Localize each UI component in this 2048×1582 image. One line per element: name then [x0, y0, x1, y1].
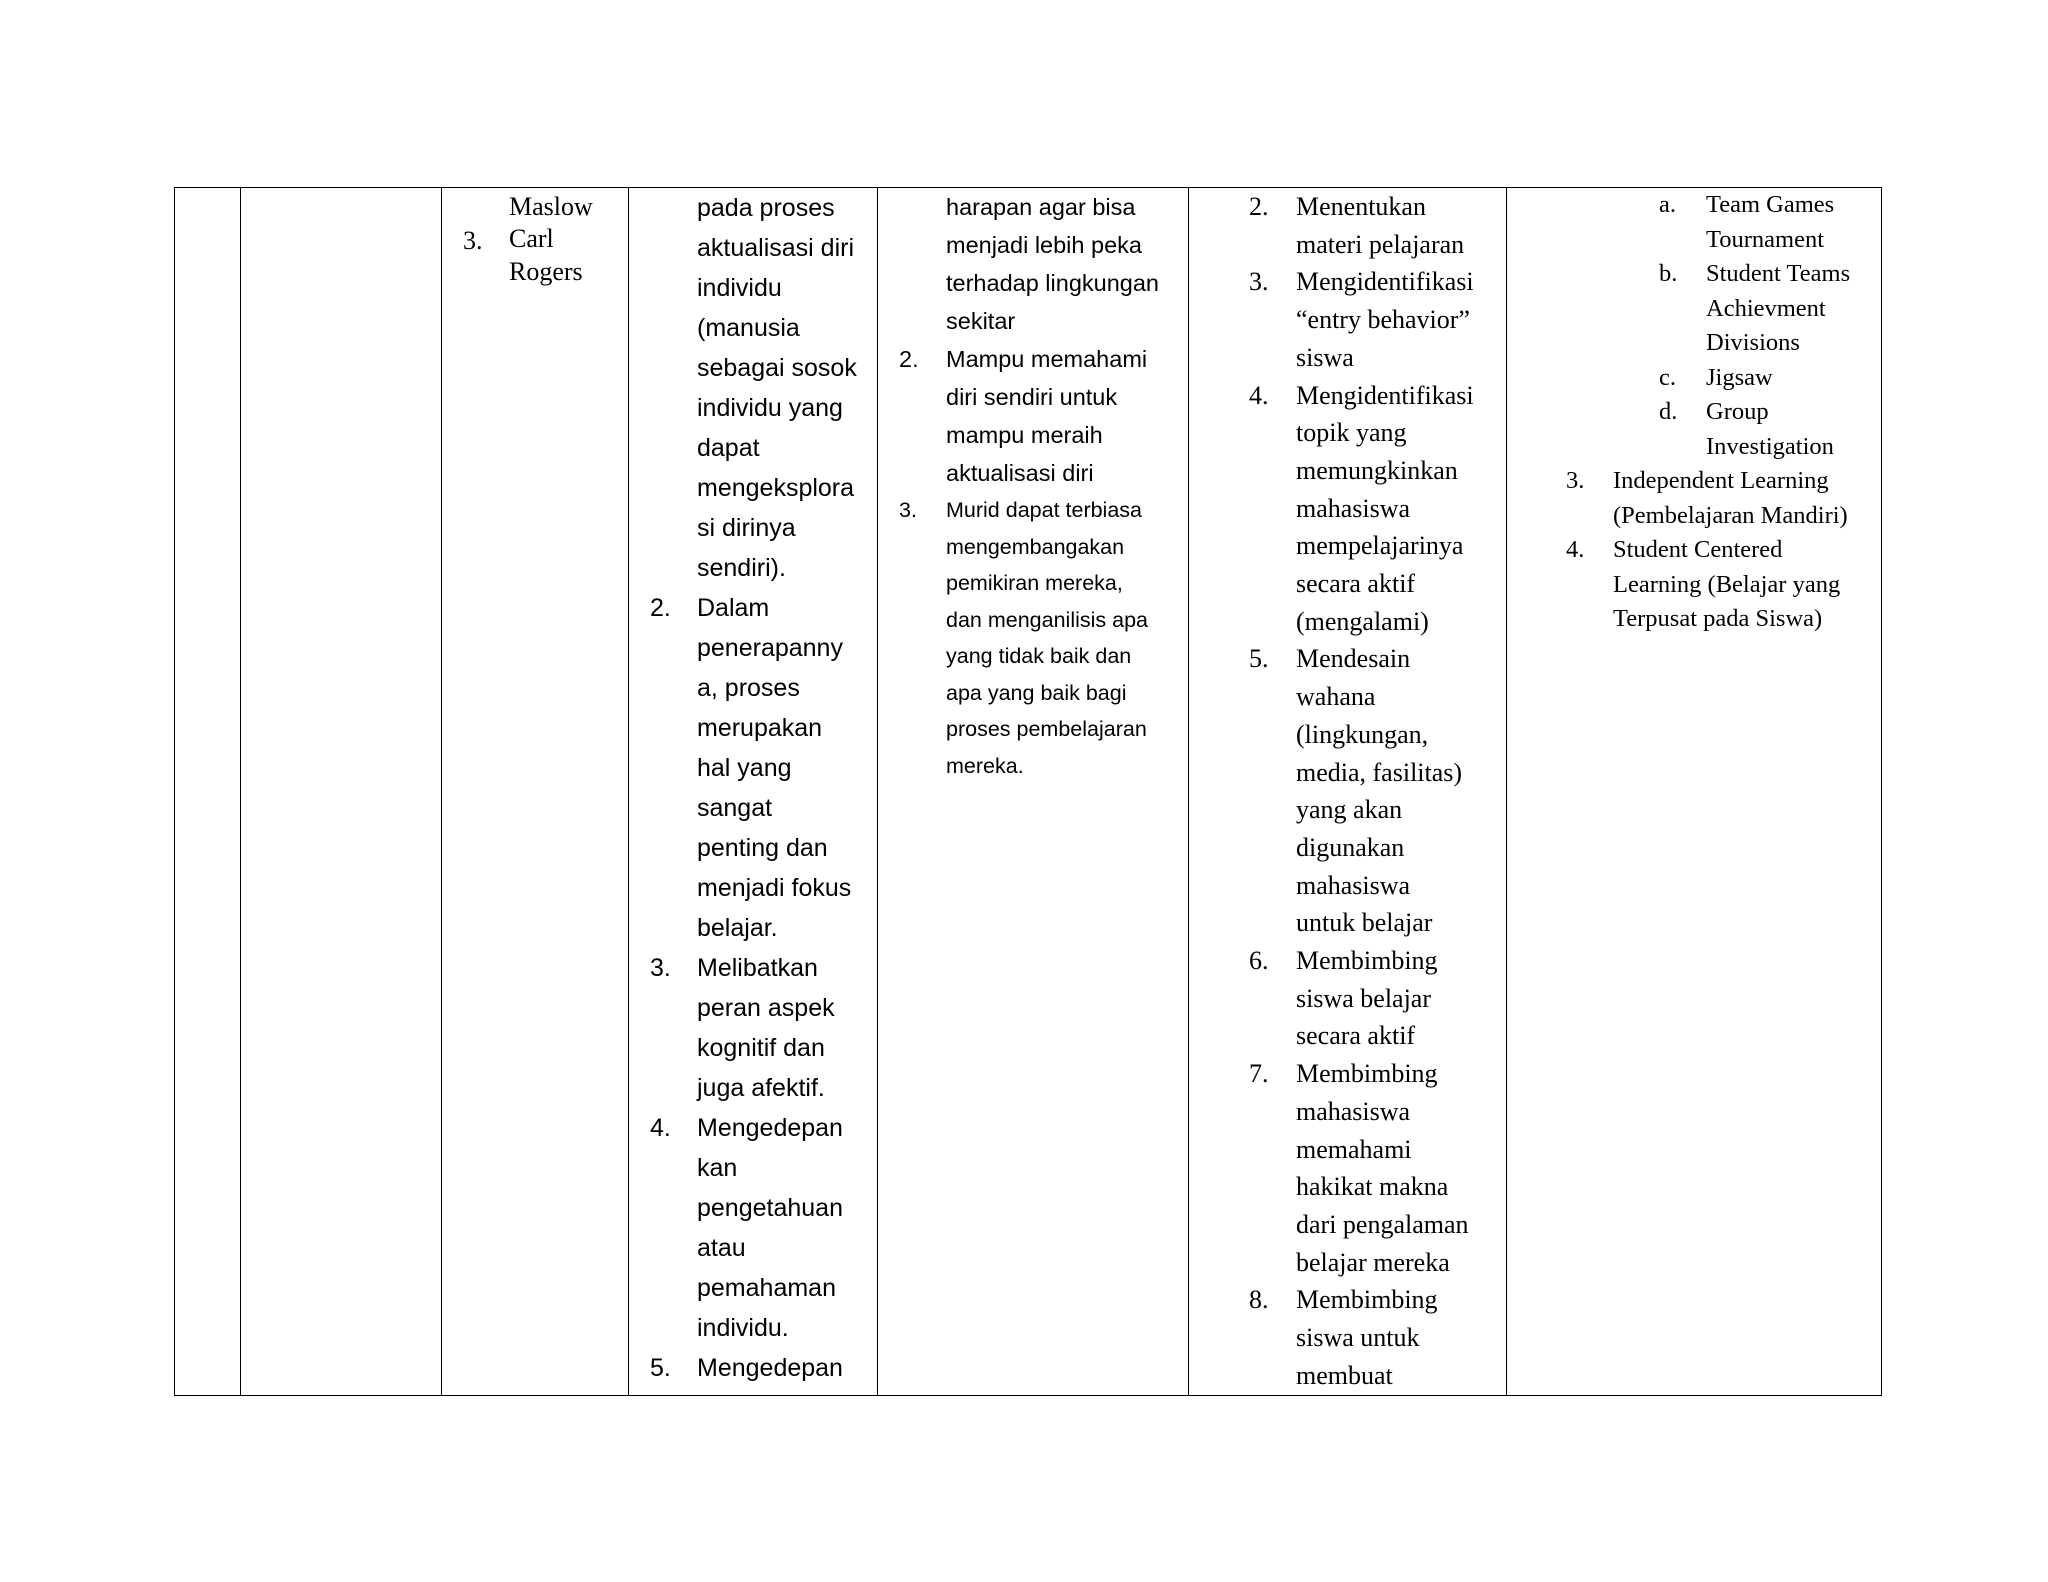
text-line: secara aktif	[1296, 1021, 1416, 1051]
text-line: Achievment	[1706, 294, 1826, 322]
text-line: penting dan	[697, 834, 828, 862]
text-line: mahasiswa	[1296, 1096, 1411, 1126]
list-number: 2.	[899, 346, 919, 372]
list-letter: c.	[1659, 363, 1676, 391]
text-line: memungkinkan	[1296, 455, 1458, 485]
text-line: menjadi fokus	[697, 874, 852, 902]
text-line: yang tidak baik dan	[946, 644, 1132, 668]
text-line: Membimbing	[1296, 946, 1438, 976]
list-item	[1507, 533, 1881, 637]
text-line: wahana	[1296, 682, 1376, 712]
text-line: (mengalami)	[1296, 606, 1429, 636]
text-line: hakikat makna	[1296, 1172, 1449, 1202]
text-line: apa yang baik bagi	[946, 680, 1127, 705]
list-letter: b.	[1659, 260, 1678, 287]
text-line: sendiri).	[697, 554, 786, 582]
text-line: individu	[697, 274, 782, 302]
text-line: Menentukan	[1296, 192, 1426, 221]
text-line: Membimbing	[1296, 1059, 1438, 1089]
sub-list-item	[1507, 395, 1881, 464]
list-number: 3.	[1566, 467, 1585, 494]
list-item	[442, 222, 628, 288]
text-line: Independent Learning	[1613, 467, 1829, 494]
text-line: kognitif dan	[697, 1034, 825, 1062]
list-number: 3.	[899, 498, 917, 522]
sub-list-item	[1507, 257, 1881, 361]
text-line: individu yang	[697, 394, 843, 422]
text-line: aktualisasi diri	[946, 460, 1094, 486]
list-number: 3.	[650, 954, 671, 982]
text-line: sebagai sosok	[697, 354, 857, 382]
list-item	[629, 1348, 877, 1388]
table-cell-col7	[1507, 188, 1882, 1396]
text-line: mempelajarinya	[1296, 531, 1464, 561]
text-line: “entry behavior”	[1296, 305, 1470, 335]
text-line: pemikiran mereka,	[946, 571, 1123, 595]
text-line: (lingkungan,	[1296, 719, 1429, 749]
text-line: untuk belajar	[1296, 908, 1433, 938]
text-line: pengetahuan	[697, 1194, 843, 1222]
list-number: 8.	[1249, 1285, 1269, 1315]
text-line: materi pelajaran	[1296, 229, 1465, 259]
list-number: 4.	[650, 1114, 671, 1142]
text-line: Mengedepan	[697, 1354, 843, 1382]
list-item	[629, 948, 877, 1108]
list-number: 4.	[1566, 536, 1585, 563]
text-line: Dalam	[697, 594, 770, 622]
text-line: dan menganilisis apa	[946, 607, 1148, 632]
text-line: dari pengalaman	[1296, 1209, 1469, 1239]
table-cell-col1	[175, 188, 241, 1396]
text-line: atau	[697, 1234, 746, 1262]
text-line: yang akan	[1296, 795, 1403, 825]
text-line: belajar mereka	[1296, 1247, 1450, 1277]
list-item	[878, 492, 1188, 784]
list-number: 3.	[463, 225, 483, 255]
text-line: Tournament	[1706, 225, 1825, 253]
list-item	[1507, 464, 1881, 533]
text-line: (manusia	[697, 314, 800, 342]
table-cell-col6	[1189, 188, 1507, 1396]
text-line: kan	[697, 1154, 738, 1182]
sub-list-item	[1507, 188, 1881, 257]
text-line: siswa belajar	[1296, 983, 1432, 1013]
table-row	[175, 188, 1882, 1396]
text-line: media, fasilitas)	[1296, 757, 1463, 787]
text-line: dapat	[697, 434, 760, 462]
text-line: Divisions	[1706, 329, 1800, 356]
text-line: pada proses	[697, 194, 835, 222]
list-number: 5.	[1249, 644, 1269, 674]
text-line: Jigsaw	[1706, 363, 1773, 391]
text-line: pemahaman	[697, 1274, 836, 1302]
text-line: topik yang	[1296, 418, 1407, 448]
list-number: 7.	[1249, 1059, 1269, 1089]
text-line: Mengidentifikasi	[1296, 267, 1474, 297]
text-line: (Pembelajaran Mandiri)	[1613, 501, 1848, 529]
document-table	[174, 187, 1882, 1396]
text-line: Terpusat pada Siswa)	[1613, 605, 1823, 632]
text-line: Mengidentifikasi	[1296, 380, 1474, 410]
text-line: mereka.	[946, 753, 1024, 778]
list-item	[1189, 1055, 1506, 1281]
text-line: secara aktif	[1296, 569, 1416, 599]
text-line: proses pembelajaran	[946, 717, 1147, 741]
list-number: 2.	[1249, 192, 1269, 221]
text-line: Student Centered	[1613, 536, 1783, 563]
text-line: mahasiswa	[1296, 493, 1411, 523]
text-line: siswa untuk	[1296, 1323, 1420, 1353]
text-line: siswa	[1296, 342, 1354, 372]
table-cell-col2	[241, 188, 442, 1396]
text-line: terhadap lingkungan	[946, 270, 1159, 296]
text-line: aktualisasi diri	[697, 234, 855, 262]
list-number: 3.	[1249, 267, 1269, 297]
text-line: menjadi lebih peka	[946, 232, 1142, 258]
list-item	[1189, 377, 1506, 641]
list-item	[629, 1108, 877, 1348]
text-line: Mampu memahami	[946, 346, 1148, 372]
list-item	[1189, 1281, 1506, 1394]
text-line: juga afektif.	[697, 1074, 825, 1102]
text-line: belajar.	[697, 914, 778, 942]
text-line: Mendesain	[1296, 644, 1411, 674]
list-item	[1189, 188, 1506, 263]
text-line: Maslow	[509, 192, 593, 221]
text-line: digunakan	[1296, 832, 1405, 862]
text-line: individu.	[697, 1314, 789, 1342]
text-line: penerapanny	[697, 634, 843, 662]
list-number: 5.	[650, 1354, 671, 1382]
text-line: Team Games	[1706, 191, 1835, 218]
text-line: Learning (Belajar yang	[1613, 570, 1841, 598]
text-line: si dirinya	[697, 514, 796, 542]
text-line: sangat	[697, 794, 773, 822]
text-line: sekitar	[946, 308, 1016, 334]
list-item	[1189, 942, 1506, 1055]
text-line: mengembangakan	[946, 534, 1125, 559]
text-line: a, proses	[697, 674, 800, 702]
list-number: 2.	[650, 594, 671, 622]
text-line: Investigation	[1706, 432, 1834, 460]
text-line: diri sendiri untuk	[946, 384, 1118, 410]
text-line: Student Teams	[1706, 260, 1851, 287]
text-line: Murid dapat terbiasa	[946, 498, 1142, 522]
text-line: Rogers	[509, 256, 583, 286]
text-line: mampu meraih	[946, 422, 1103, 448]
text-line: Membimbing	[1296, 1285, 1438, 1315]
text-line: mengeksplora	[697, 474, 855, 502]
text-line: Mengedepan	[697, 1114, 843, 1142]
table-cell-col5	[878, 188, 1189, 1396]
text-line: mahasiswa	[1296, 870, 1411, 900]
list-item	[1189, 640, 1506, 942]
text-line: merupakan	[697, 714, 823, 742]
table-cell-col3	[442, 188, 629, 1396]
list-number: 4.	[1249, 380, 1269, 410]
text-line: peran aspek	[697, 994, 835, 1022]
text-line: Carl	[509, 223, 554, 253]
text-line: membuat	[1296, 1360, 1393, 1390]
table-cell-col4	[629, 188, 878, 1396]
sub-list-item	[1507, 361, 1881, 396]
text-line: hal yang	[697, 754, 792, 782]
text-line: Group	[1706, 398, 1769, 425]
text-line: harapan agar bisa	[946, 194, 1136, 220]
list-item	[629, 588, 877, 948]
list-item	[878, 340, 1188, 492]
list-item	[1189, 263, 1506, 376]
list-letter: d.	[1659, 398, 1678, 425]
list-letter: a.	[1659, 191, 1676, 218]
list-number: 6.	[1249, 946, 1269, 976]
text-line: Melibatkan	[697, 954, 818, 982]
text-line: memahami	[1296, 1134, 1412, 1164]
